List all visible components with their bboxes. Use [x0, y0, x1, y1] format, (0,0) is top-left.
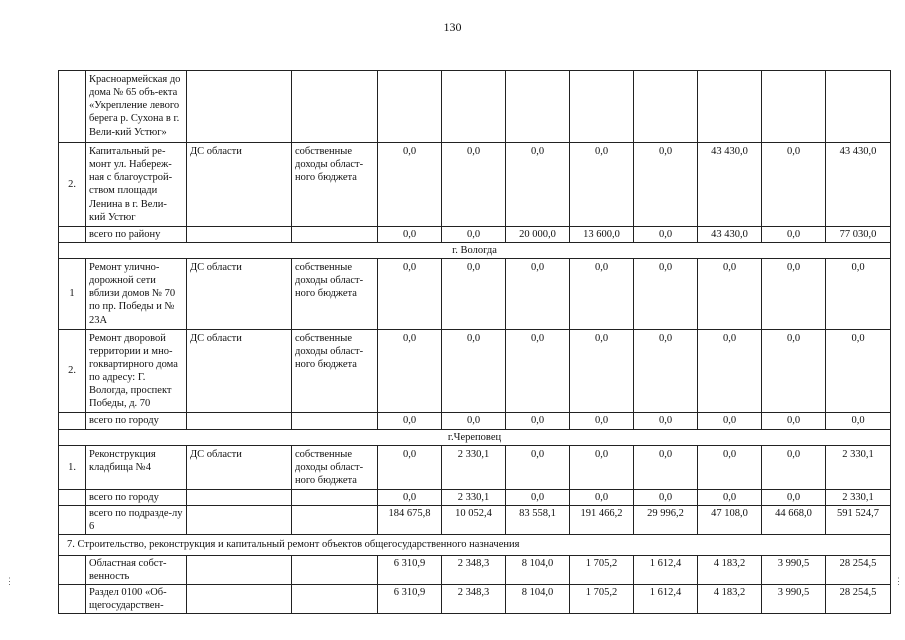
row-fund	[292, 71, 378, 143]
value-cell: 43 430,0	[698, 226, 762, 242]
group-title: 7. Строительство, реконструкция и капитальный ремонт объектов общегосударственного назначения	[59, 535, 891, 555]
value-cell	[506, 71, 570, 143]
value-cell: 0,0	[378, 445, 442, 489]
value-cell: 0,0	[570, 490, 634, 506]
value-cell: 0,0	[762, 445, 826, 489]
value-cell: 1 612,4	[634, 584, 698, 613]
table-row	[59, 445, 891, 489]
total-row	[59, 226, 891, 242]
value-cell	[570, 71, 634, 143]
row-number	[59, 584, 86, 613]
value-cell: 77 030,0	[826, 226, 891, 242]
value-cell: 0,0	[634, 490, 698, 506]
group-header-row	[59, 535, 891, 555]
value-cell: 0,0	[634, 413, 698, 429]
row-number: 2.	[59, 143, 86, 227]
value-cell: 0,0	[570, 445, 634, 489]
value-cell: 6 310,9	[378, 555, 442, 584]
value-cell: 2 330,1	[826, 490, 891, 506]
value-cell: 4 183,2	[698, 584, 762, 613]
value-cell: 0,0	[762, 413, 826, 429]
row-number	[59, 413, 86, 429]
row-number	[59, 71, 86, 143]
row-name: Областная собст-венность	[86, 555, 187, 584]
value-cell: 0,0	[634, 259, 698, 330]
row-name: Капитальный ре-монт ул. Набереж-ная с благоустрой-ством площади Ленина в г. Вели-кий Устюг	[86, 143, 187, 227]
budget-table	[58, 70, 891, 614]
value-cell: 0,0	[570, 329, 634, 413]
value-cell: 10 052,4	[442, 506, 506, 535]
row-fund	[292, 584, 378, 613]
value-cell: 0,0	[442, 259, 506, 330]
value-cell	[442, 71, 506, 143]
row-fund	[292, 413, 378, 429]
value-cell: 0,0	[378, 413, 442, 429]
value-cell: 0,0	[762, 259, 826, 330]
row-number	[59, 506, 86, 535]
value-cell: 0,0	[442, 329, 506, 413]
value-cell: 2 348,3	[442, 584, 506, 613]
value-cell: 43 430,0	[698, 143, 762, 227]
row-number	[59, 226, 86, 242]
value-cell: 0,0	[506, 445, 570, 489]
value-cell: 0,0	[378, 226, 442, 242]
value-cell: 0,0	[378, 143, 442, 227]
value-cell: 0,0	[762, 226, 826, 242]
value-cell: 6 310,9	[378, 584, 442, 613]
row-fund	[292, 506, 378, 535]
value-cell: 1 705,2	[570, 584, 634, 613]
section-title: г. Вологда	[59, 242, 891, 258]
section-row	[59, 429, 891, 445]
value-cell: 0,0	[570, 143, 634, 227]
row-name: всего по району	[86, 226, 187, 242]
value-cell: 0,0	[378, 259, 442, 330]
value-cell: 0,0	[698, 329, 762, 413]
value-cell: 0,0	[506, 413, 570, 429]
table-row	[59, 329, 891, 413]
value-cell: 3 990,5	[762, 555, 826, 584]
value-cell: 2 348,3	[442, 555, 506, 584]
total-row	[59, 584, 891, 613]
section-row	[59, 242, 891, 258]
row-fund: собственные доходы област-ного бюджета	[292, 259, 378, 330]
value-cell: 0,0	[378, 490, 442, 506]
row-number	[59, 555, 86, 584]
value-cell: 20 000,0	[506, 226, 570, 242]
value-cell: 0,0	[506, 259, 570, 330]
value-cell: 591 524,7	[826, 506, 891, 535]
total-row	[59, 490, 891, 506]
row-name: всего по городу	[86, 490, 187, 506]
value-cell: 0,0	[506, 490, 570, 506]
value-cell: 43 430,0	[826, 143, 891, 227]
scan-margin-mark: ⋮	[894, 576, 903, 586]
value-cell: 0,0	[378, 329, 442, 413]
value-cell	[378, 71, 442, 143]
value-cell: 0,0	[570, 413, 634, 429]
value-cell: 0,0	[570, 259, 634, 330]
row-number	[59, 490, 86, 506]
value-cell: 0,0	[762, 143, 826, 227]
row-number: 1.	[59, 445, 86, 489]
table-row	[59, 71, 891, 143]
value-cell	[826, 71, 891, 143]
row-source: ДС области	[187, 259, 292, 330]
section-title: г.Череповец	[59, 429, 891, 445]
row-source	[187, 226, 292, 242]
row-source	[187, 413, 292, 429]
value-cell: 1 705,2	[570, 555, 634, 584]
value-cell: 29 996,2	[634, 506, 698, 535]
value-cell: 0,0	[762, 490, 826, 506]
row-name: всего по городу	[86, 413, 187, 429]
value-cell: 0,0	[634, 445, 698, 489]
value-cell: 13 600,0	[570, 226, 634, 242]
row-source: ДС области	[187, 445, 292, 489]
value-cell: 0,0	[826, 329, 891, 413]
value-cell: 0,0	[634, 143, 698, 227]
row-source: ДС области	[187, 143, 292, 227]
total-row	[59, 506, 891, 535]
value-cell: 0,0	[826, 413, 891, 429]
value-cell: 8 104,0	[506, 555, 570, 584]
value-cell: 0,0	[506, 143, 570, 227]
row-name: всего по подразде-лу 6	[86, 506, 187, 535]
value-cell: 0,0	[698, 259, 762, 330]
table-row	[59, 259, 891, 330]
value-cell: 0,0	[442, 226, 506, 242]
value-cell: 2 330,1	[442, 490, 506, 506]
row-name: Реконструкция кладбища №4	[86, 445, 187, 489]
value-cell: 3 990,5	[762, 584, 826, 613]
row-fund: собственные доходы област-ного бюджета	[292, 329, 378, 413]
row-fund	[292, 490, 378, 506]
total-row	[59, 555, 891, 584]
row-name: Ремонт дворовой территории и мно-гоквартирного дома по адресу: Г. Вологда, проспект Победы, д. 70	[86, 329, 187, 413]
row-source	[187, 490, 292, 506]
value-cell	[762, 71, 826, 143]
value-cell: 0,0	[442, 413, 506, 429]
value-cell: 44 668,0	[762, 506, 826, 535]
scan-margin-mark: ⋮	[5, 576, 14, 586]
value-cell: 0,0	[762, 329, 826, 413]
value-cell: 28 254,5	[826, 555, 891, 584]
row-fund	[292, 226, 378, 242]
value-cell: 0,0	[634, 226, 698, 242]
value-cell: 83 558,1	[506, 506, 570, 535]
value-cell: 4 183,2	[698, 555, 762, 584]
row-source	[187, 506, 292, 535]
total-row	[59, 413, 891, 429]
table-body	[59, 71, 891, 614]
value-cell: 1 612,4	[634, 555, 698, 584]
row-name: Раздел 0100 «Об-щегосударствен-	[86, 584, 187, 613]
value-cell: 191 466,2	[570, 506, 634, 535]
row-fund	[292, 555, 378, 584]
table-row	[59, 143, 891, 227]
row-number: 2.	[59, 329, 86, 413]
value-cell: 8 104,0	[506, 584, 570, 613]
value-cell: 0,0	[442, 143, 506, 227]
value-cell: 0,0	[826, 259, 891, 330]
row-source	[187, 584, 292, 613]
row-number: 1	[59, 259, 86, 330]
value-cell	[634, 71, 698, 143]
value-cell: 184 675,8	[378, 506, 442, 535]
value-cell: 0,0	[698, 445, 762, 489]
value-cell: 0,0	[506, 329, 570, 413]
value-cell: 2 330,1	[442, 445, 506, 489]
row-fund: собственные доходы област-ного бюджета	[292, 445, 378, 489]
row-name: Ремонт улично-дорожной сети вблизи домов № 70 по пр. Победы и № 23А	[86, 259, 187, 330]
row-name: Красноармейская до дома № 65 объ-екта «Укрепление левого берега р. Сухона в г. Вели-кий Устюг»	[86, 71, 187, 143]
value-cell: 0,0	[634, 329, 698, 413]
value-cell: 0,0	[698, 490, 762, 506]
value-cell: 28 254,5	[826, 584, 891, 613]
value-cell: 47 108,0	[698, 506, 762, 535]
row-source	[187, 71, 292, 143]
row-fund: собственные доходы област-ного бюджета	[292, 143, 378, 227]
value-cell	[698, 71, 762, 143]
page-number: 130	[443, 20, 462, 34]
row-source: ДС области	[187, 329, 292, 413]
value-cell: 0,0	[698, 413, 762, 429]
value-cell: 2 330,1	[826, 445, 891, 489]
row-source	[187, 555, 292, 584]
